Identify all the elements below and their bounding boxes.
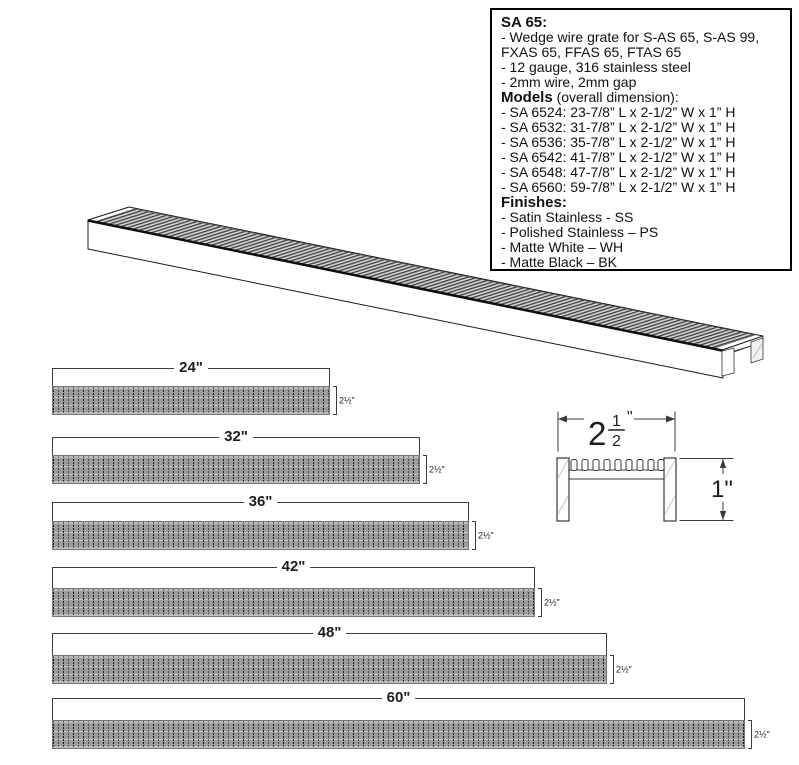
section-wire-teeth (571, 460, 664, 471)
width-dimension-label: 2½" (616, 664, 632, 674)
width-dimension-bracket (333, 386, 337, 415)
width-dimension-label: 2½" (544, 597, 560, 607)
extension-line-right (534, 567, 535, 588)
spec-finish-item: - Satin Stainless - SS (501, 209, 634, 225)
extension-line-left (52, 368, 53, 386)
spec-model-item: - SA 6536: 35-7/8” L x 2-1/2” W x 1” H (501, 134, 736, 150)
spec-model-item: - SA 6548: 47-7/8” L x 2-1/2” W x 1” H (501, 164, 736, 180)
extension-line-left (52, 502, 53, 521)
extension-line-left (52, 698, 53, 720)
spec-title: SA 65: (501, 14, 548, 31)
extension-line-right (329, 368, 330, 386)
grate-top-view-bar (52, 386, 330, 415)
section-height-label: 1" (711, 476, 733, 503)
spec-models-heading-rest: (overall dimension): (552, 89, 679, 105)
extension-line-right (419, 437, 420, 455)
width-dimension-label: 2½" (478, 530, 494, 540)
arrowhead-left (558, 416, 567, 423)
width-dimension-bracket (538, 588, 542, 617)
extension-line-right (744, 698, 745, 720)
grate-top-view-bar (52, 521, 469, 550)
extension-line-left (52, 567, 53, 588)
spec-finishes-heading: Finishes: (501, 194, 567, 211)
arrowhead-up (720, 459, 726, 468)
extension-line-right (606, 633, 607, 655)
grate-top-view-bar (52, 720, 745, 749)
width-dimension (535, 588, 575, 617)
extension-line-right (468, 502, 469, 521)
grate-near-leg (722, 348, 734, 376)
width-dimension (420, 455, 460, 484)
length-dimension-label: 36" (244, 494, 278, 509)
length-dimension-label: 48" (313, 625, 347, 640)
spec-finish-item: - Matte White – WH (501, 239, 624, 255)
grate-top-view-bar (52, 455, 420, 484)
length-dimension-label: 60" (382, 690, 416, 705)
width-dimension-label: 2½" (339, 395, 355, 405)
grate-far-leg (751, 338, 763, 363)
spec-description-line: - Wedge wire grate for S-AS 65, S-AS 99, FXAS 65, FFAS 65, FTAS 65 (501, 29, 760, 60)
spec-models-heading-bold: Models (501, 89, 553, 106)
spec-description-line: - 12 gauge, 316 stainless steel (501, 59, 691, 75)
width-dimension (745, 720, 785, 749)
section-width-whole: 2 (588, 415, 607, 452)
grate-top-view-bar (52, 588, 535, 617)
extension-line-left (52, 633, 53, 655)
spec-panel (490, 8, 792, 271)
spec-model-item: - SA 6532: 31-7/8” L x 2-1/2” W x 1” H (501, 119, 736, 135)
section-width-denominator: 2 (612, 433, 621, 450)
length-dimension-label: 42" (277, 559, 311, 574)
spec-model-item: - SA 6560: 59-7/8” L x 2-1/2” W x 1” H (501, 179, 736, 195)
width-dimension-bracket (423, 455, 427, 484)
width-dimension-bracket (610, 655, 614, 684)
section-width-numerator: 1 (612, 413, 621, 430)
spec-finish-item: - Matte Black – BK (501, 254, 617, 270)
width-dimension-label: 2½" (754, 729, 770, 739)
length-dimension-label: 32" (219, 429, 253, 444)
grate-section-view (557, 404, 739, 521)
spec-models-heading (501, 90, 781, 105)
arrowhead-right (666, 416, 675, 423)
spec-model-item: - SA 6542: 41-7/8” L x 2-1/2” W x 1” H (501, 149, 736, 165)
width-dimension (469, 521, 509, 550)
width-dimension-bracket (748, 720, 752, 749)
arrowhead-down (720, 511, 726, 520)
section-width-unit: " (627, 409, 633, 426)
width-dimension (330, 386, 370, 415)
grate-top-view-bar (52, 655, 607, 684)
extension-line-left (52, 437, 53, 455)
spec-model-item: - SA 6524: 23-7/8” L x 2-1/2” W x 1” H (501, 104, 736, 120)
spec-finish-item: - Polished Stainless – PS (501, 224, 659, 240)
width-dimension (607, 655, 647, 684)
spec-description-line: - 2mm wire, 2mm gap (501, 74, 637, 90)
width-dimension-label: 2½" (429, 464, 445, 474)
width-dimension-bracket (472, 521, 476, 550)
length-dimension-label: 24" (174, 360, 208, 375)
